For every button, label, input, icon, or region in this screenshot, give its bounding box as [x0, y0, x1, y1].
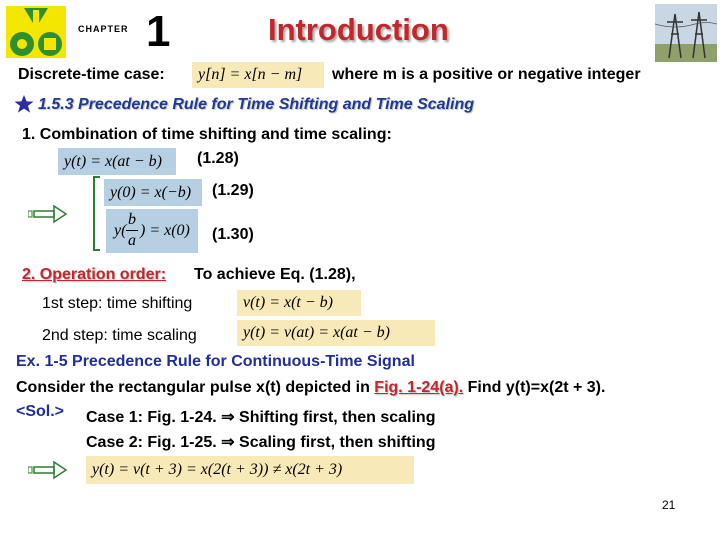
university-emblem-icon [4, 4, 68, 60]
eq-1-28-number: (1.28) [197, 150, 239, 167]
discrete-note: where m is a positive or negative integer [332, 66, 641, 83]
point2-heading: 2. Operation order: [22, 266, 167, 283]
eq-1-30 [106, 209, 198, 253]
figure-reference-link[interactable]: Fig. 1-24(a). [374, 379, 464, 396]
case2-text: Case 2: Fig. 1-25. ⇒ Scaling first, then shifting [86, 434, 436, 451]
step1-equation: v(t) = x(t − b) [237, 290, 361, 316]
discrete-label: Discrete-time case: [18, 66, 165, 83]
step1-label: 1st step: time shifting [42, 295, 193, 312]
bracket-line [88, 176, 102, 252]
example-text-before: Consider the rectangular pulse x(t) depicted in [16, 379, 370, 396]
right-arrow-icon [28, 204, 68, 224]
chapter-label: CHAPTER [78, 24, 129, 34]
section-heading: 1.5.3 Precedence Rule for Time Shifting and Time Scaling [38, 96, 474, 113]
eq-1-29: y(0) = x(−b) [104, 179, 202, 206]
example-problem [16, 379, 605, 397]
eq-1-28: y(t) = x(at − b) [58, 148, 176, 175]
eq-1-30-denominator: a [128, 232, 136, 249]
eq-1-30-rest: ) = x(0) [140, 222, 190, 239]
page-title: Introduction [268, 12, 449, 47]
right-arrow-icon [28, 460, 68, 480]
power-lines-photo-icon [655, 4, 717, 62]
star-icon [14, 94, 34, 114]
chapter-number: 1 [146, 7, 171, 56]
case1-text: Case 1: Fig. 1-24. ⇒ Shifting first, then scaling [86, 409, 436, 426]
eq-1-30-fraction-bar [126, 230, 138, 231]
point1-heading: 1. Combination of time shifting and time scaling: [22, 126, 392, 143]
example-title: Ex. 1-5 Precedence Rule for Continuous-Time Signal [16, 353, 415, 370]
step2-equation: y(t) = v(at) = x(at − b) [237, 320, 435, 346]
discrete-equation: y[n] = x[n − m] [192, 62, 324, 88]
eq-1-30-numerator: b [128, 211, 136, 228]
eq-1-30-prefix: y( [114, 222, 127, 239]
eq-1-30-number: (1.30) [212, 226, 254, 243]
page-number: 21 [662, 498, 676, 512]
step2-label: 2nd step: time scaling [42, 327, 197, 344]
example-text-after: Find y(t)=x(2t + 3). [467, 379, 606, 396]
solution-label: <Sol.> [16, 403, 65, 420]
eq-1-29-number: (1.29) [212, 182, 254, 199]
point2-text: To achieve Eq. (1.28), [194, 266, 356, 283]
final-equation: y(t) = v(t + 3) = x(2(t + 3)) ≠ x(2t + 3) [86, 456, 414, 484]
